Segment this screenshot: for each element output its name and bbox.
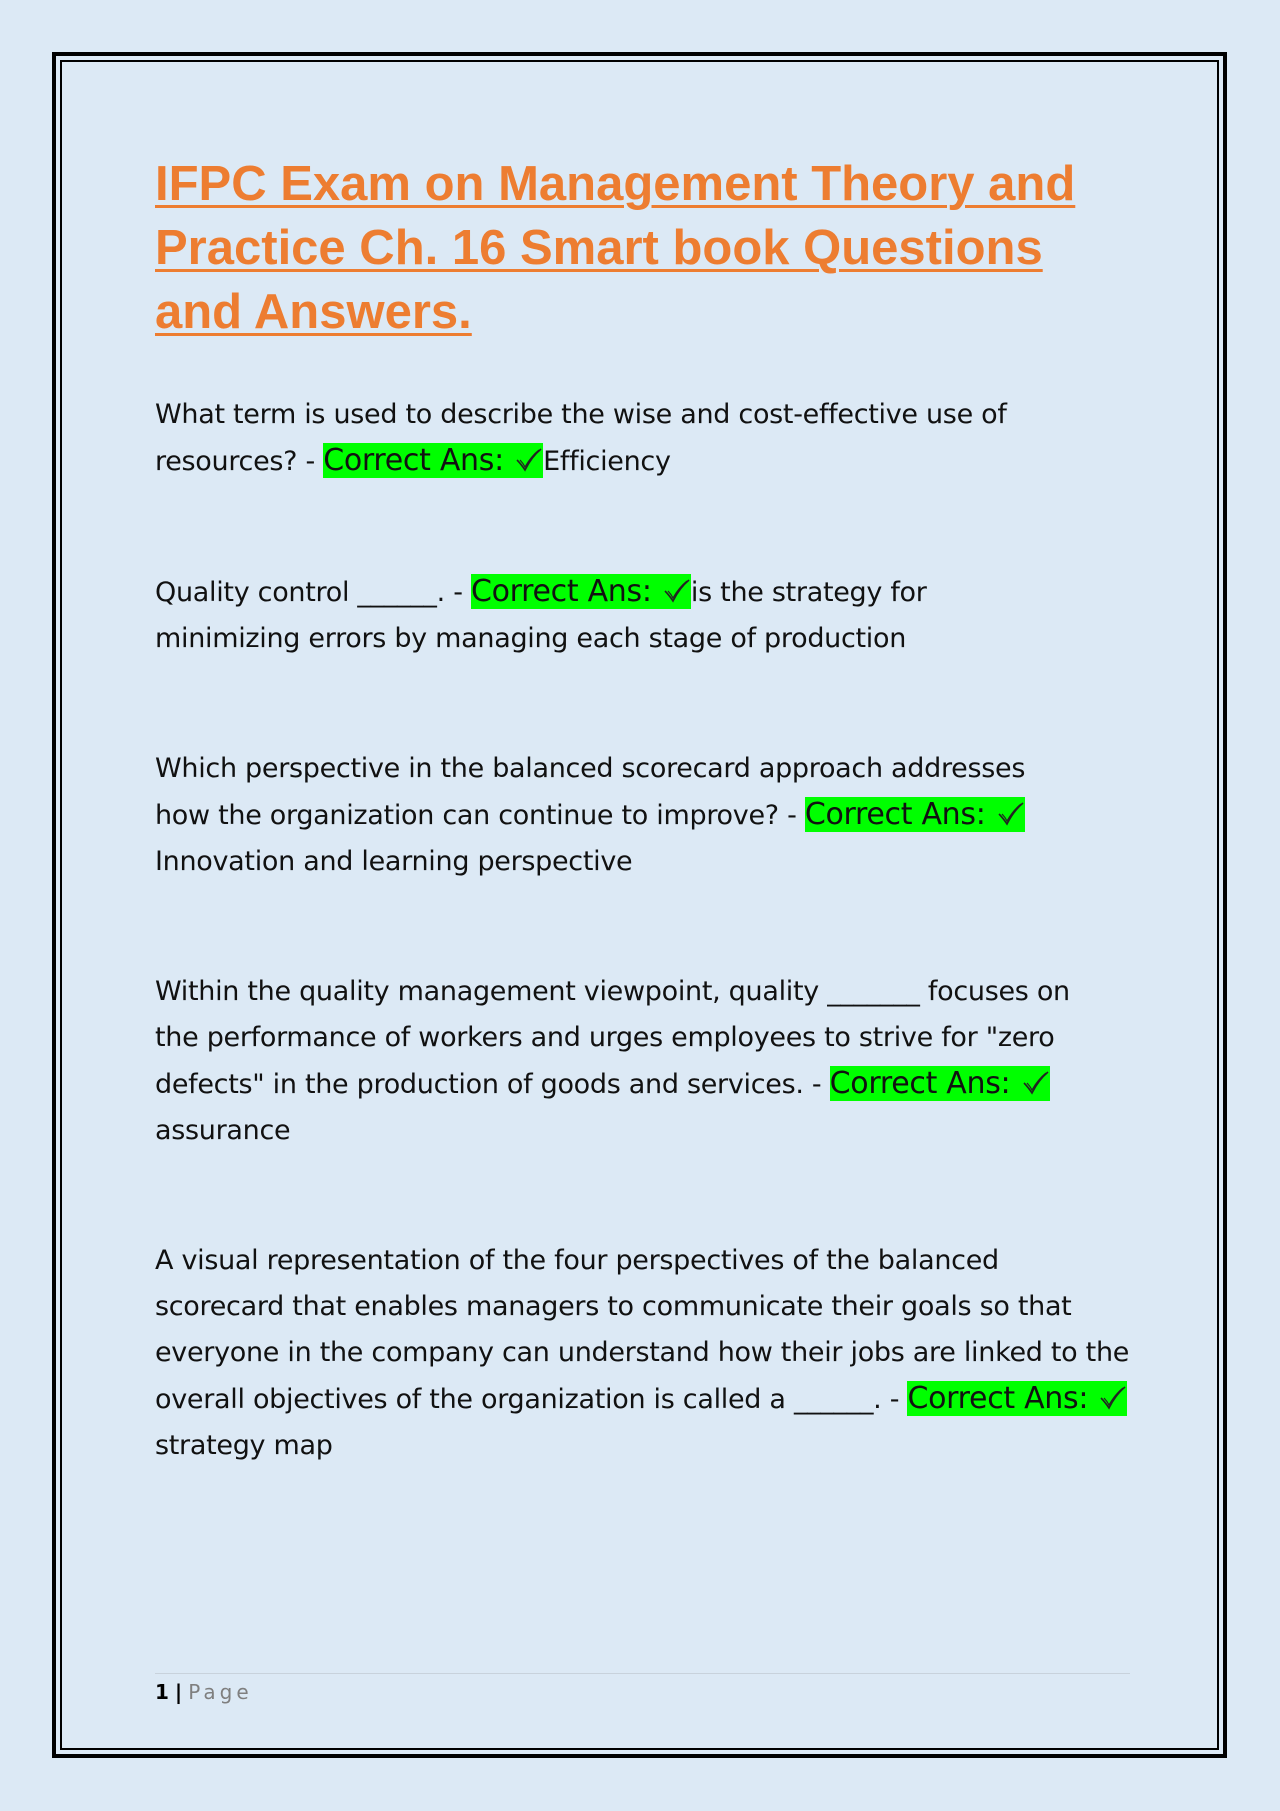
answer-text: Efficiency xyxy=(543,446,671,477)
qa-item xyxy=(155,569,1000,662)
qa-item xyxy=(155,392,1060,485)
answer-label-highlight xyxy=(471,574,691,609)
footer-divider xyxy=(155,1673,1130,1674)
question-text: Which perspective in the balanced scorecard approach addresses how the organization can continue to improve? - xyxy=(155,753,1026,831)
qa-item xyxy=(155,1238,1130,1469)
document-title: IFPC Exam on Management Theory and Practice Ch. 16 Smart book Questions and Answers. xyxy=(155,157,1076,339)
page-label: Page xyxy=(188,1680,253,1704)
answer-label: Correct Ans: xyxy=(470,574,652,609)
checkmark-icon xyxy=(661,578,691,604)
answer-label-highlight xyxy=(323,443,543,478)
answer-text: assurance xyxy=(155,1115,291,1146)
question-text: What term is used to describe the wise and cost-effective use of resources? - xyxy=(155,399,1007,477)
question-text: Quality control ______. - xyxy=(155,577,471,608)
answer-label: Correct Ans: xyxy=(323,443,504,478)
answer-label: Correct Ans: xyxy=(804,797,986,832)
page-footer xyxy=(155,1680,253,1704)
answer-label-highlight xyxy=(907,1381,1127,1416)
document-body xyxy=(155,152,1130,1469)
checkmark-icon xyxy=(995,801,1025,827)
page-number: 1 xyxy=(155,1680,169,1704)
qa-item xyxy=(155,746,1080,885)
answer-text: is the strategy for minimizing errors by managing each stage of production xyxy=(155,577,927,654)
answer-text: strategy map xyxy=(155,1430,333,1461)
footer-separator: | xyxy=(174,1680,183,1704)
question-text: Within the quality management viewpoint, quality _______ focuses on the performance of workers and urges employees to strive for "zero defects" in the production of goods and services. - xyxy=(155,976,1070,1100)
checkmark-icon xyxy=(1097,1385,1127,1411)
qa-list xyxy=(155,392,1130,1469)
question-text: A visual representation of the four perspectives of the balanced scorecard that enables managers to communicate their goals so that everyone in the company can understand how their jobs are linked to the overall objectives of the organization is called a ______. - xyxy=(155,1245,1130,1415)
checkmark-icon xyxy=(513,447,543,473)
answer-text: Innovation and learning perspective xyxy=(155,846,633,877)
answer-label-highlight xyxy=(805,797,1025,832)
answer-label-highlight xyxy=(830,1066,1050,1101)
answer-label: Correct Ans: xyxy=(907,1381,1089,1416)
checkmark-icon xyxy=(1020,1070,1050,1096)
answer-label: Correct Ans: xyxy=(829,1066,1011,1101)
qa-item xyxy=(155,969,1105,1154)
